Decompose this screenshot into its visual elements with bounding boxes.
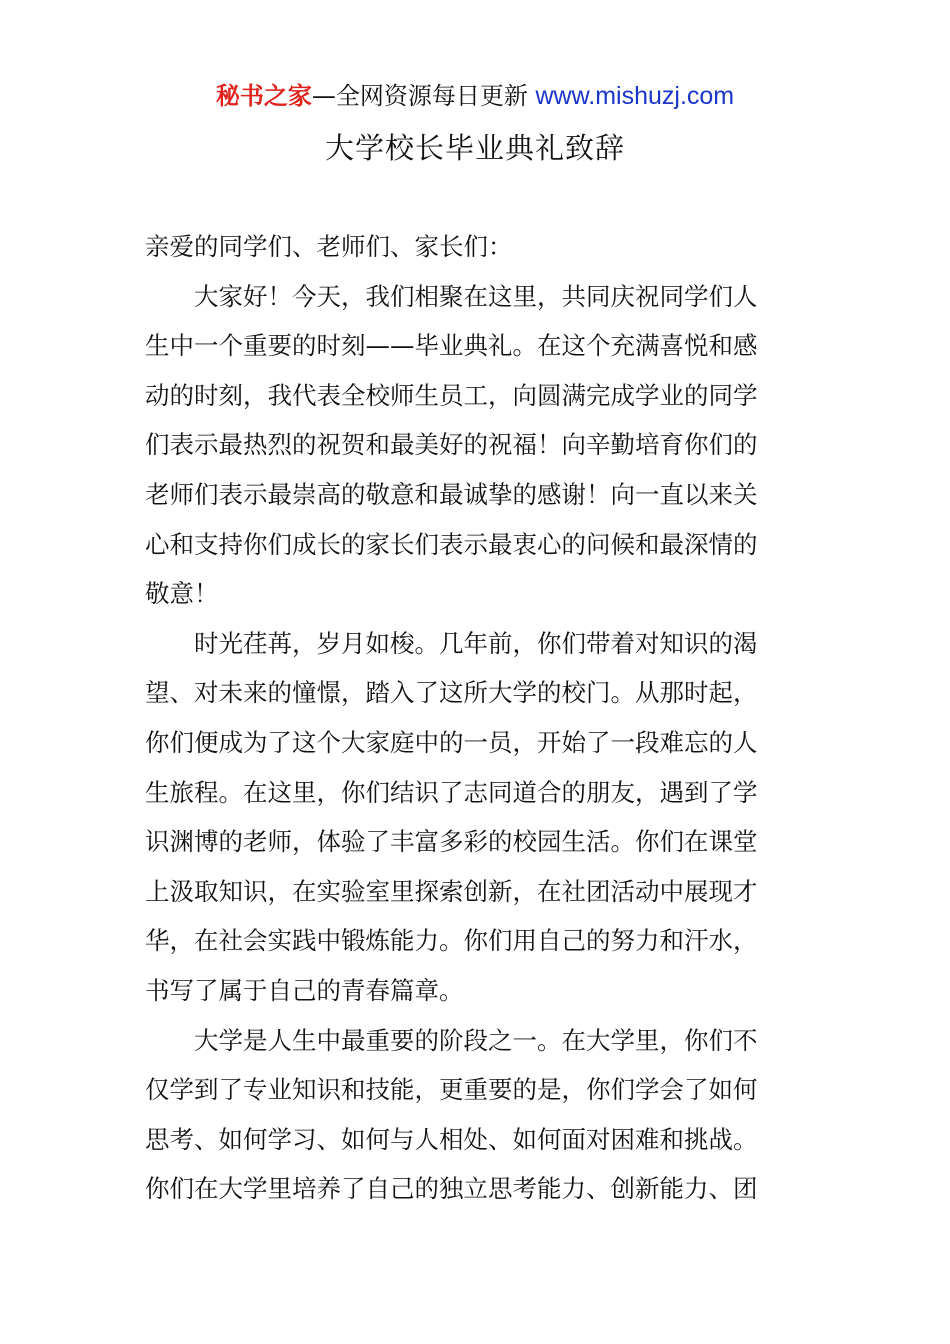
body-line: 动的时刻，我代表全校师生员工，向圆满完成学业的同学 bbox=[145, 380, 758, 410]
salutation-line: 亲爱的同学们、老师们、家长们： bbox=[145, 232, 513, 261]
site-url-link[interactable]: www.mishuzj.com bbox=[535, 82, 735, 110]
body-line: 时光荏苒，岁月如梭。几年前，你们带着对知识的渴 bbox=[194, 628, 758, 658]
site-brand: 秘书之家 bbox=[215, 82, 312, 110]
body-line: 心和支持你们成长的家长们表示最衷心的问候和最深情的 bbox=[145, 529, 758, 559]
body-line: 生旅程。在这里，你们结识了志同道合的朋友，遇到了学 bbox=[145, 777, 758, 807]
site-header bbox=[0, 80, 950, 112]
body-line: 老师们表示最崇高的敬意和最诚挚的感谢！向一直以来关 bbox=[145, 479, 758, 509]
body-line: 们表示最热烈的祝贺和最美好的祝福！向辛勤培育你们的 bbox=[145, 430, 758, 460]
body-line: 生中一个重要的时刻——毕业典礼。在这个充满喜悦和感 bbox=[145, 331, 758, 361]
document-body bbox=[145, 222, 807, 1222]
body-line: 大学是人生中最重要的阶段之一。在大学里，你们不 bbox=[194, 1025, 758, 1055]
body-line: 书写了属于自己的青春篇章。 bbox=[145, 975, 464, 1005]
body-line: 上汲取知识，在实验室里探索创新，在社团活动中展现才 bbox=[145, 876, 758, 906]
body-line: 大家好！今天，我们相聚在这里，共同庆祝同学们人 bbox=[194, 281, 758, 311]
body-line: 你们在大学里培养了自己的独立思考能力、创新能力、团 bbox=[145, 1174, 758, 1204]
body-line: 望、对未来的憧憬，踏入了这所大学的校门。从那时起， bbox=[145, 678, 758, 708]
body-line: 敬意！ bbox=[145, 579, 219, 609]
body-line: 华，在社会实践中锻炼能力。你们用自己的努力和汗水， bbox=[145, 926, 758, 956]
body-line: 仅学到了专业知识和技能，更重要的是，你们学会了如何 bbox=[145, 1075, 758, 1105]
body-line: 思考、如何学习、如何与人相处、如何面对困难和挑战。 bbox=[145, 1124, 758, 1154]
document-title: 大学校长毕业典礼致辞 bbox=[324, 131, 625, 165]
body-line: 你们便成为了这个大家庭中的一员，开始了一段难忘的人 bbox=[145, 727, 758, 757]
body-line: 识渊博的老师，体验了丰富多彩的校园生活。你们在课堂 bbox=[145, 827, 758, 857]
site-tagline: —全网资源每日更新 bbox=[311, 82, 528, 110]
